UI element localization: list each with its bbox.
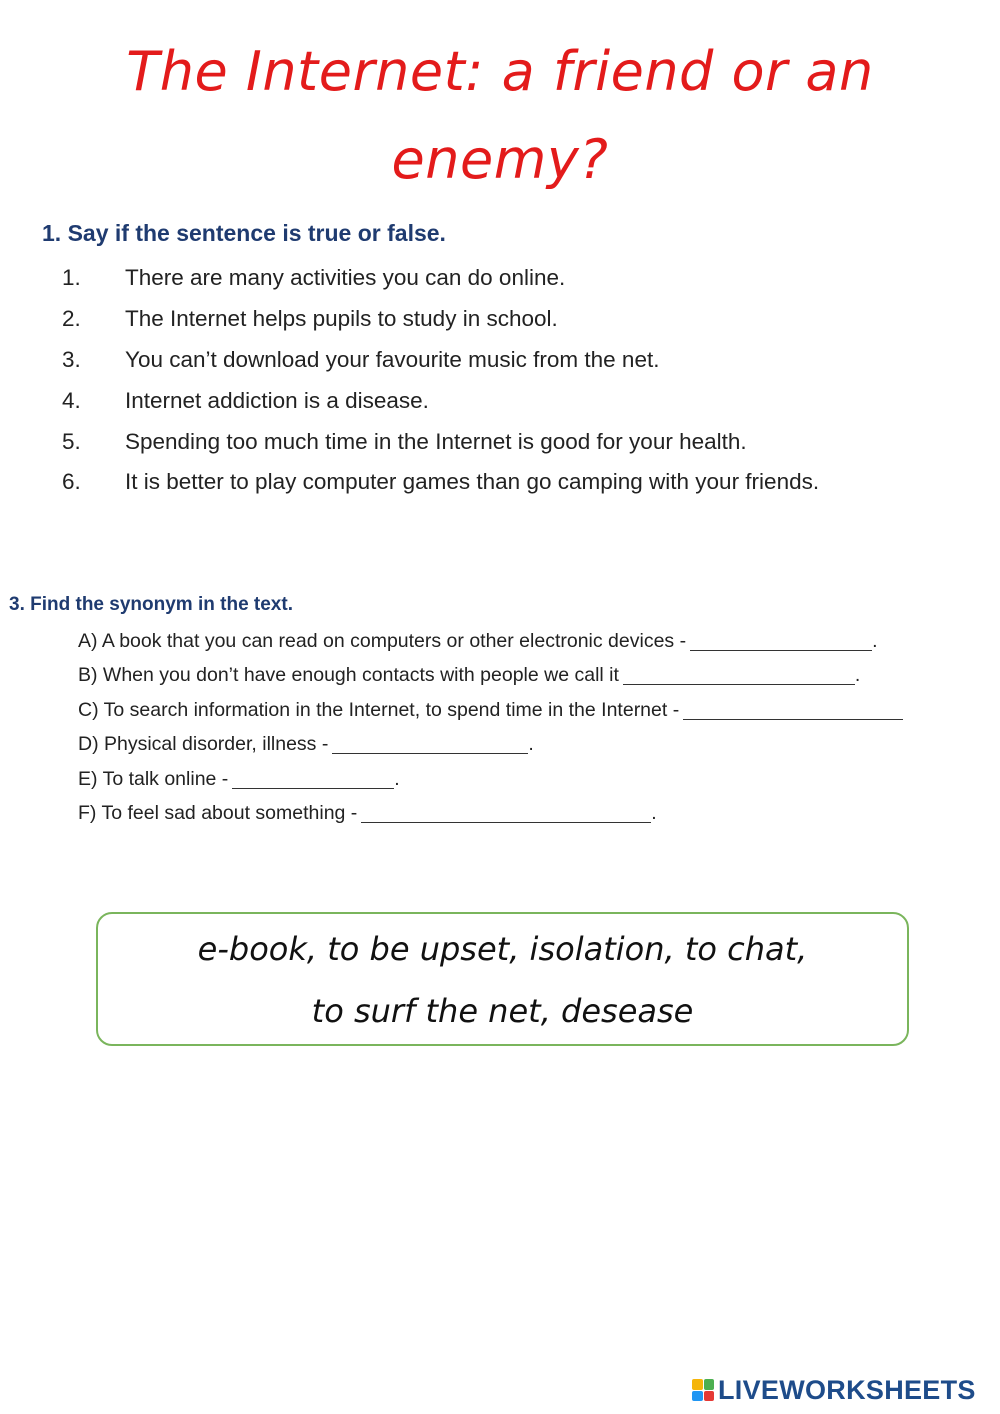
list-item xyxy=(78,762,1000,797)
list-item xyxy=(62,299,982,340)
synonym-prompt: E) To talk online - xyxy=(78,767,229,790)
line-end: . xyxy=(394,767,400,790)
item-text: Internet addiction is a disease. xyxy=(125,387,429,413)
list-item xyxy=(78,659,1000,694)
worksheet-title xyxy=(0,28,1000,204)
word-bank-line-1: e-book, to be upset, isolation, to chat, xyxy=(197,930,808,968)
title-line-1: The Internet: a friend or an xyxy=(126,40,874,103)
synonym-list xyxy=(78,624,1000,831)
list-item xyxy=(62,258,982,299)
list-item xyxy=(78,728,1000,763)
synonym-heading: 3. Find the synonym in the text. xyxy=(9,594,293,615)
word-bank-line-2: to surf the net, desease xyxy=(311,992,694,1030)
item-text: Spending too much time in the Internet is good for your health. xyxy=(125,428,747,454)
answer-blank[interactable] xyxy=(232,770,394,789)
word-bank-box xyxy=(96,912,909,1046)
answer-blank[interactable] xyxy=(623,666,855,685)
item-number: 2. xyxy=(62,306,81,332)
list-item xyxy=(62,340,982,381)
line-end: . xyxy=(872,629,878,652)
line-end: . xyxy=(651,802,657,825)
title-line-2: enemy? xyxy=(391,128,609,191)
synonym-prompt: A) A book that you can read on computers or other electronic devices - xyxy=(78,629,687,652)
list-item xyxy=(62,380,982,421)
list-item xyxy=(62,462,982,503)
item-text: The Internet helps pupils to study in school. xyxy=(125,306,558,332)
liveworksheets-logo-icon xyxy=(692,1379,714,1401)
item-number: 5. xyxy=(62,428,81,454)
item-text: There are many activities you can do online. xyxy=(125,265,566,291)
liveworksheets-brand xyxy=(692,1374,976,1406)
brand-text: LIVEWORKSHEETS xyxy=(718,1374,976,1405)
true-false-heading: 1. Say if the sentence is true or false. xyxy=(42,220,446,246)
list-item xyxy=(78,797,1000,832)
item-text: It is better to play computer games than go camping with your friends. xyxy=(125,469,820,495)
item-number: 3. xyxy=(62,346,81,372)
answer-blank[interactable] xyxy=(690,632,872,651)
line-end: . xyxy=(528,733,534,756)
answer-blank[interactable] xyxy=(361,804,651,823)
synonym-prompt: F) To feel sad about something - xyxy=(78,802,358,825)
list-item xyxy=(62,421,982,462)
synonym-prompt: C) To search information in the Internet, to spend time in the Internet - xyxy=(78,698,680,721)
true-false-list xyxy=(62,258,982,503)
synonym-prompt: B) When you don’t have enough contacts with people we call it xyxy=(78,664,619,687)
item-number: 1. xyxy=(62,265,81,291)
answer-blank[interactable] xyxy=(332,735,528,754)
item-text: You can’t download your favourite music from the net. xyxy=(125,346,660,372)
synonym-prompt: D) Physical disorder, illness - xyxy=(78,733,329,756)
item-number: 4. xyxy=(62,387,81,413)
line-end: . xyxy=(854,664,861,687)
list-item xyxy=(78,624,1000,659)
item-number: 6. xyxy=(62,469,81,495)
list-item xyxy=(78,693,1000,728)
answer-blank[interactable] xyxy=(683,701,903,720)
